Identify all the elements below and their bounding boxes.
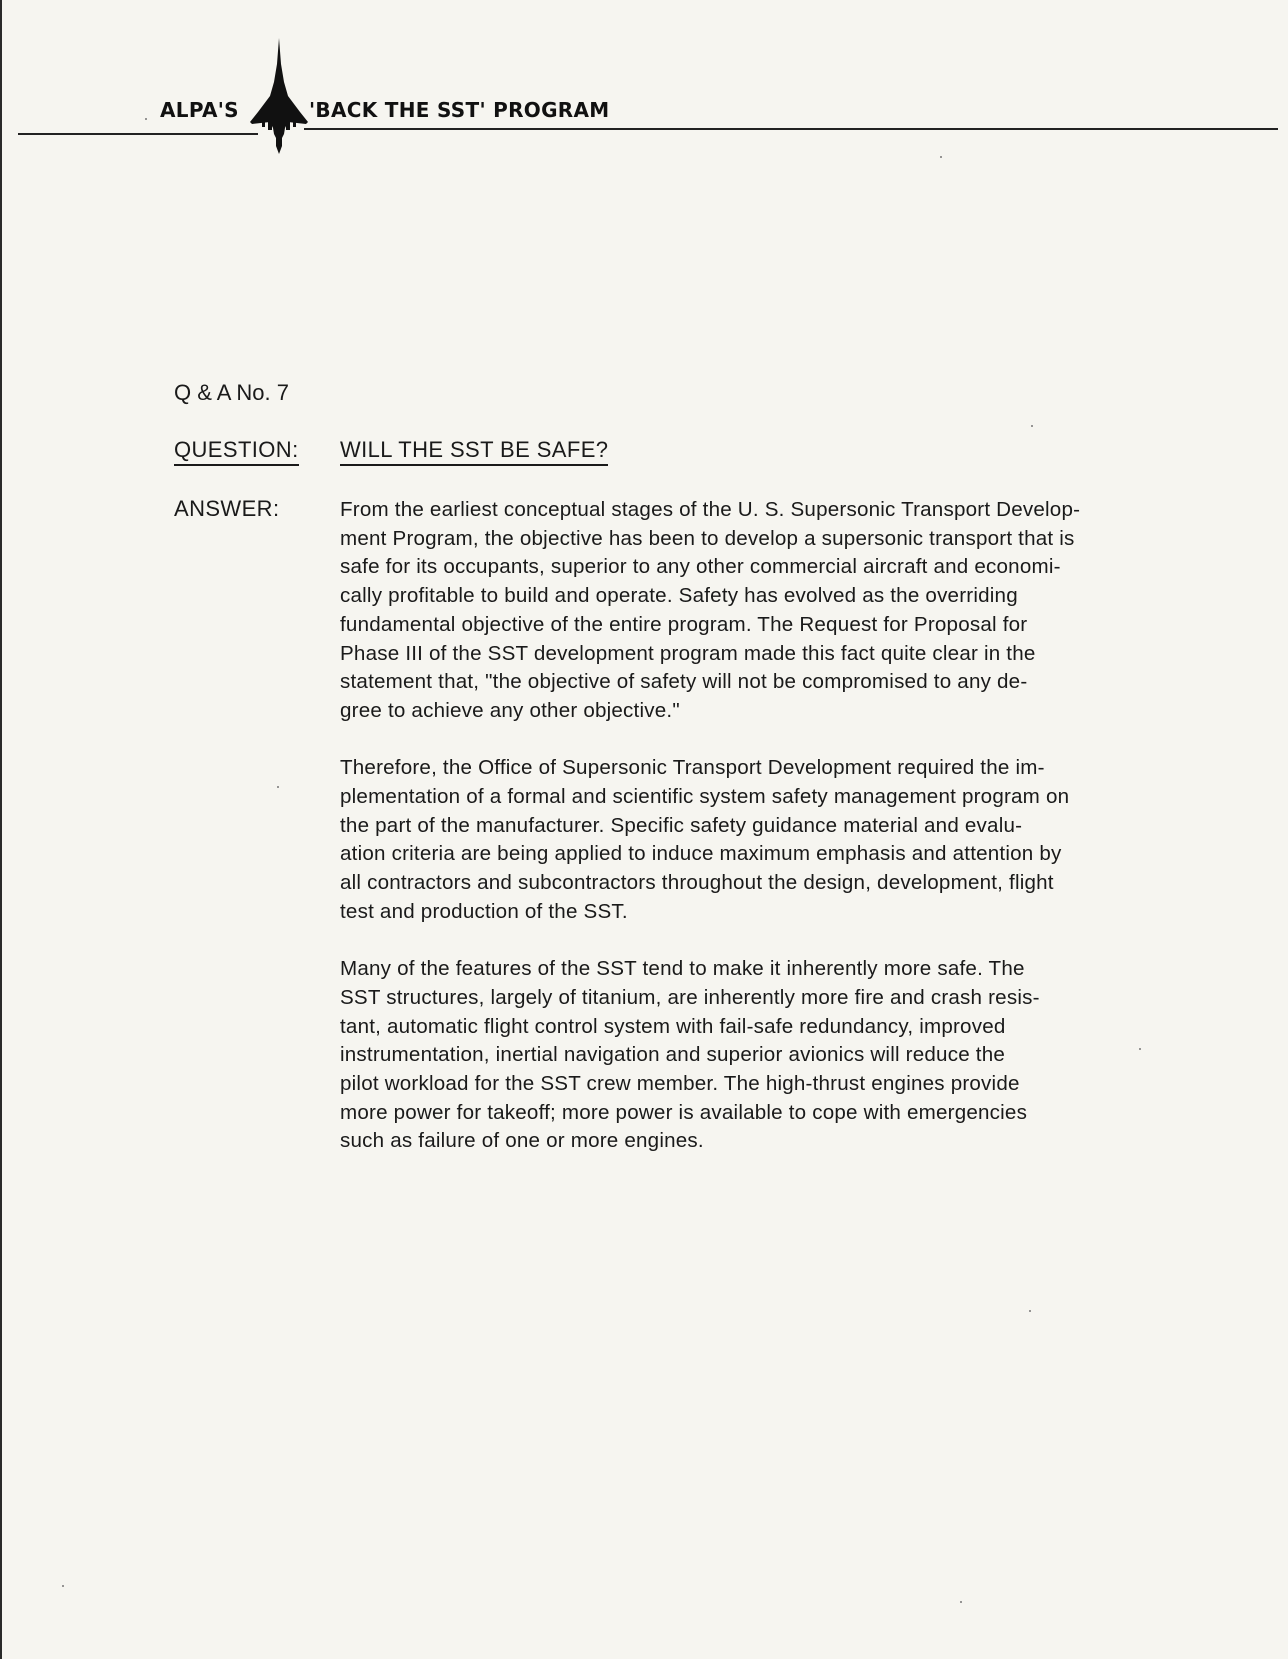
answer-line: plementation of a formal and scientific system safety management program on bbox=[340, 785, 1070, 809]
paper-speck bbox=[1031, 425, 1033, 427]
question-text: WILL THE SST BE SAFE? bbox=[340, 437, 608, 466]
answer-paragraph-1 bbox=[340, 496, 1170, 726]
answer-line: pilot workload for the SST crew member. The high-thrust engines provide bbox=[340, 1072, 1020, 1096]
masthead-rule-right bbox=[304, 128, 1278, 130]
answer-line: such as failure of one or more engines. bbox=[340, 1129, 704, 1153]
paper-speck bbox=[1139, 1048, 1141, 1050]
paper-speck bbox=[940, 156, 942, 158]
answer-line: From the earliest conceptual stages of the U. S. Supersonic Transport Develop- bbox=[340, 498, 1081, 521]
answer-line: statement that, "the objective of safety will not be compromised to any de- bbox=[340, 670, 1028, 694]
qa-number: Q & A No. 7 bbox=[174, 380, 289, 405]
answer-body bbox=[340, 496, 1170, 1185]
answer-line: ation criteria are being applied to induce maximum emphasis and attention by bbox=[340, 842, 1062, 866]
answer-line: gree to achieve any other objective." bbox=[340, 698, 680, 722]
paper-speck bbox=[277, 786, 279, 788]
answer-line: all contractors and subcontractors throughout the design, development, flight bbox=[340, 871, 1054, 895]
paper-speck bbox=[145, 118, 147, 120]
answer-line: tant, automatic flight control system with fail-safe redundancy, improved bbox=[340, 1014, 1006, 1038]
answer-line: test and production of the SST. bbox=[340, 899, 628, 923]
paper-speck bbox=[62, 1585, 64, 1587]
answer-line: instrumentation, inertial navigation and superior avionics will reduce the bbox=[340, 1043, 1006, 1067]
question-label: QUESTION: bbox=[174, 437, 299, 466]
sst-jet-icon bbox=[248, 38, 310, 154]
answer-label: ANSWER: bbox=[174, 496, 280, 521]
answer-line: safe for its occupants, superior to any other commercial aircraft and economi- bbox=[340, 555, 1061, 579]
answer-line: ment Program, the objective has been to develop a supersonic transport that is bbox=[340, 526, 1075, 550]
masthead-program-title: 'BACK THE SST' PROGRAM bbox=[309, 98, 610, 122]
masthead-left-text: ALPA'S bbox=[160, 98, 239, 122]
answer-line: Therefore, the Office of Supersonic Transport Development required the im- bbox=[340, 756, 1045, 780]
answer-line: Many of the features of the SST tend to make it inherently more safe. The bbox=[340, 957, 1025, 981]
answer-line: fundamental objective of the entire program. The Request for Proposal for bbox=[340, 612, 1028, 636]
answer-paragraph-2 bbox=[340, 754, 1170, 926]
answer-paragraph-3 bbox=[340, 955, 1170, 1156]
paper-speck bbox=[960, 1601, 962, 1603]
answer-line: more power for takeoff; more power is available to cope with emergencies bbox=[340, 1100, 1028, 1124]
answer-line: SST structures, largely of titanium, are inherently more fire and crash resis- bbox=[340, 985, 1040, 1009]
answer-line: cally profitable to build and operate. Safety has evolved as the overriding bbox=[340, 584, 1018, 608]
answer-line: the part of the manufacturer. Specific safety guidance material and evalu- bbox=[340, 813, 1023, 837]
answer-line: Phase III of the SST development program made this fact quite clear in the bbox=[340, 641, 1036, 665]
paper-speck bbox=[1029, 1310, 1031, 1312]
masthead-rule-left bbox=[18, 133, 258, 135]
